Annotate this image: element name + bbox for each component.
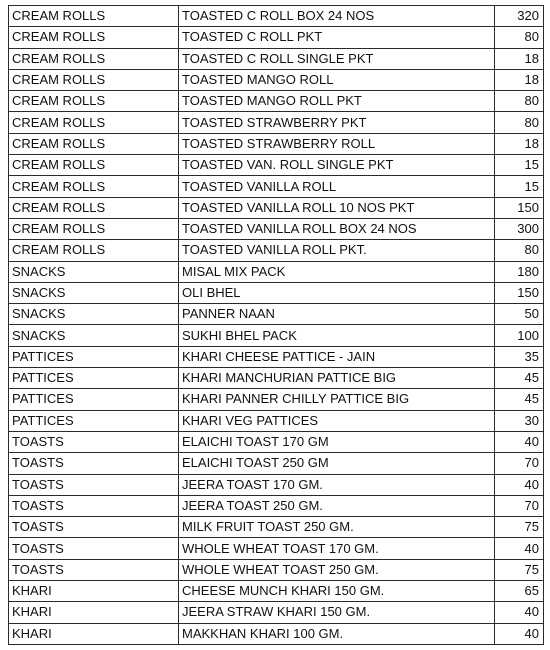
price-cell: 100 — [495, 325, 544, 346]
category-cell: PATTICES — [9, 346, 179, 367]
table-row — [9, 389, 544, 410]
item-name-cell: TOASTED MANGO ROLL — [179, 69, 495, 90]
category-cell: PATTICES — [9, 410, 179, 431]
table-row — [9, 474, 544, 495]
price-cell: 80 — [495, 112, 544, 133]
item-name-cell: TOASTED STRAWBERRY ROLL — [179, 133, 495, 154]
item-name-cell: PANNER NAAN — [179, 304, 495, 325]
table-row — [9, 240, 544, 261]
category-cell: TOASTS — [9, 538, 179, 559]
price-cell: 40 — [495, 474, 544, 495]
category-cell: SNACKS — [9, 282, 179, 303]
table-row — [9, 6, 544, 27]
category-cell: TOASTS — [9, 474, 179, 495]
category-cell: CREAM ROLLS — [9, 218, 179, 239]
price-cell: 75 — [495, 517, 544, 538]
price-cell: 80 — [495, 91, 544, 112]
price-cell: 40 — [495, 538, 544, 559]
category-cell: TOASTS — [9, 453, 179, 474]
item-name-cell: WHOLE WHEAT TOAST 250 GM. — [179, 559, 495, 580]
table-row — [9, 602, 544, 623]
category-cell: SNACKS — [9, 261, 179, 282]
price-list-body — [9, 6, 544, 645]
item-name-cell: CHEESE MUNCH KHARI 150 GM. — [179, 581, 495, 602]
price-list-table — [8, 5, 544, 645]
item-name-cell: TOASTED VANILLA ROLL BOX 24 NOS — [179, 218, 495, 239]
table-row — [9, 261, 544, 282]
table-row — [9, 48, 544, 69]
price-cell: 15 — [495, 176, 544, 197]
price-cell: 50 — [495, 304, 544, 325]
category-cell: SNACKS — [9, 304, 179, 325]
category-cell: TOASTS — [9, 559, 179, 580]
price-cell: 65 — [495, 581, 544, 602]
table-row — [9, 581, 544, 602]
item-name-cell: MAKKHAN KHARI 100 GM. — [179, 623, 495, 644]
price-cell: 80 — [495, 27, 544, 48]
item-name-cell: TOASTED C ROLL SINGLE PKT — [179, 48, 495, 69]
category-cell: CREAM ROLLS — [9, 48, 179, 69]
price-cell: 80 — [495, 240, 544, 261]
price-cell: 45 — [495, 368, 544, 389]
item-name-cell: TOASTED MANGO ROLL PKT — [179, 91, 495, 112]
price-cell: 40 — [495, 431, 544, 452]
item-name-cell: KHARI PANNER CHILLY PATTICE BIG — [179, 389, 495, 410]
item-name-cell: ELAICHI TOAST 170 GM — [179, 431, 495, 452]
item-name-cell: ELAICHI TOAST 250 GM — [179, 453, 495, 474]
category-cell: CREAM ROLLS — [9, 91, 179, 112]
item-name-cell: TOASTED STRAWBERRY PKT — [179, 112, 495, 133]
item-name-cell: KHARI VEG PATTICES — [179, 410, 495, 431]
item-name-cell: TOASTED VANILLA ROLL — [179, 176, 495, 197]
category-cell: CREAM ROLLS — [9, 197, 179, 218]
price-cell: 150 — [495, 282, 544, 303]
item-name-cell: KHARI CHEESE PATTICE - JAIN — [179, 346, 495, 367]
table-row — [9, 538, 544, 559]
price-cell: 180 — [495, 261, 544, 282]
price-cell: 30 — [495, 410, 544, 431]
table-row — [9, 282, 544, 303]
category-cell: TOASTS — [9, 517, 179, 538]
table-row — [9, 176, 544, 197]
item-name-cell: TOASTED C ROLL BOX 24 NOS — [179, 6, 495, 27]
price-cell: 40 — [495, 602, 544, 623]
price-cell: 70 — [495, 453, 544, 474]
price-cell: 18 — [495, 48, 544, 69]
table-row — [9, 623, 544, 644]
category-cell: TOASTS — [9, 431, 179, 452]
price-cell: 70 — [495, 495, 544, 516]
item-name-cell: KHARI MANCHURIAN PATTICE BIG — [179, 368, 495, 389]
table-row — [9, 559, 544, 580]
category-cell: PATTICES — [9, 368, 179, 389]
category-cell: CREAM ROLLS — [9, 176, 179, 197]
item-name-cell: TOASTED VAN. ROLL SINGLE PKT — [179, 155, 495, 176]
category-cell: TOASTS — [9, 495, 179, 516]
table-row — [9, 218, 544, 239]
table-row — [9, 431, 544, 452]
price-cell: 35 — [495, 346, 544, 367]
category-cell: CREAM ROLLS — [9, 6, 179, 27]
table-row — [9, 91, 544, 112]
item-name-cell: JEERA STRAW KHARI 150 GM. — [179, 602, 495, 623]
item-name-cell: MISAL MIX PACK — [179, 261, 495, 282]
price-cell: 320 — [495, 6, 544, 27]
table-row — [9, 517, 544, 538]
category-cell: CREAM ROLLS — [9, 155, 179, 176]
price-cell: 300 — [495, 218, 544, 239]
table-row — [9, 133, 544, 154]
table-row — [9, 197, 544, 218]
table-row — [9, 27, 544, 48]
table-row — [9, 112, 544, 133]
item-name-cell: SUKHI BHEL PACK — [179, 325, 495, 346]
table-row — [9, 346, 544, 367]
category-cell: PATTICES — [9, 389, 179, 410]
table-row — [9, 495, 544, 516]
category-cell: CREAM ROLLS — [9, 69, 179, 90]
category-cell: KHARI — [9, 602, 179, 623]
item-name-cell: JEERA TOAST 170 GM. — [179, 474, 495, 495]
category-cell: SNACKS — [9, 325, 179, 346]
table-row — [9, 410, 544, 431]
price-cell: 45 — [495, 389, 544, 410]
category-cell: CREAM ROLLS — [9, 133, 179, 154]
item-name-cell: OLI BHEL — [179, 282, 495, 303]
category-cell: CREAM ROLLS — [9, 240, 179, 261]
item-name-cell: JEERA TOAST 250 GM. — [179, 495, 495, 516]
category-cell: KHARI — [9, 623, 179, 644]
price-cell: 15 — [495, 155, 544, 176]
table-row — [9, 69, 544, 90]
category-cell: CREAM ROLLS — [9, 27, 179, 48]
item-name-cell: WHOLE WHEAT TOAST 170 GM. — [179, 538, 495, 559]
table-row — [9, 304, 544, 325]
table-row — [9, 453, 544, 474]
item-name-cell: TOASTED VANILLA ROLL 10 NOS PKT — [179, 197, 495, 218]
table-row — [9, 155, 544, 176]
price-cell: 18 — [495, 69, 544, 90]
item-name-cell: TOASTED VANILLA ROLL PKT. — [179, 240, 495, 261]
price-cell: 150 — [495, 197, 544, 218]
price-cell: 18 — [495, 133, 544, 154]
table-row — [9, 325, 544, 346]
table-row — [9, 368, 544, 389]
item-name-cell: MILK FRUIT TOAST 250 GM. — [179, 517, 495, 538]
price-cell: 40 — [495, 623, 544, 644]
item-name-cell: TOASTED C ROLL PKT — [179, 27, 495, 48]
category-cell: CREAM ROLLS — [9, 112, 179, 133]
price-cell: 75 — [495, 559, 544, 580]
category-cell: KHARI — [9, 581, 179, 602]
